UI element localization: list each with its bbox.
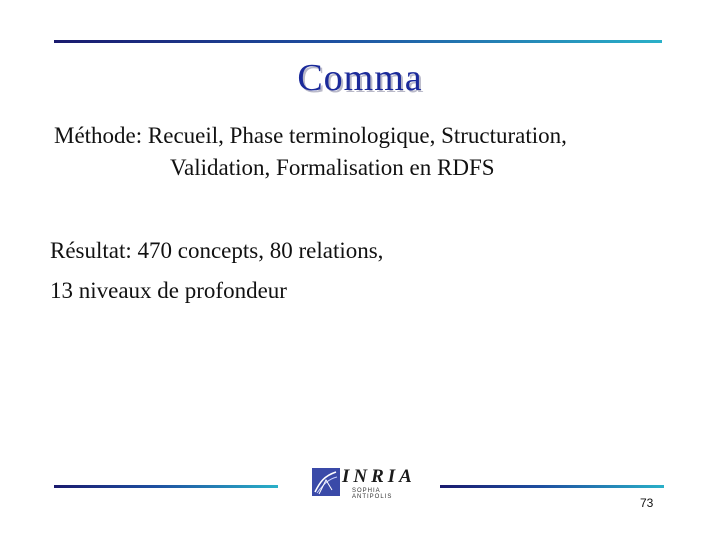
bottom-divider-right bbox=[440, 485, 664, 488]
top-divider bbox=[54, 40, 662, 43]
resultat-text-line-1: Résultat: 470 concepts, 80 relations, bbox=[50, 238, 384, 263]
page-number: 73 bbox=[640, 496, 654, 510]
inria-subtext: SOPHIA ANTIPOLIS bbox=[352, 488, 393, 500]
inria-emblem-icon bbox=[312, 468, 340, 496]
methode-text-line-2: Validation, Formalisation en RDFS bbox=[170, 155, 495, 180]
bottom-divider-left bbox=[54, 485, 278, 488]
inria-logo bbox=[312, 464, 422, 500]
inria-wordmark: INRIA bbox=[342, 466, 416, 487]
resultat-text-line-2: 13 niveaux de profondeur bbox=[50, 278, 287, 303]
methode-text-line-1: Méthode: Recueil, Phase terminologique, Structuration, bbox=[54, 123, 567, 148]
slide-title: Comma bbox=[297, 57, 423, 99]
